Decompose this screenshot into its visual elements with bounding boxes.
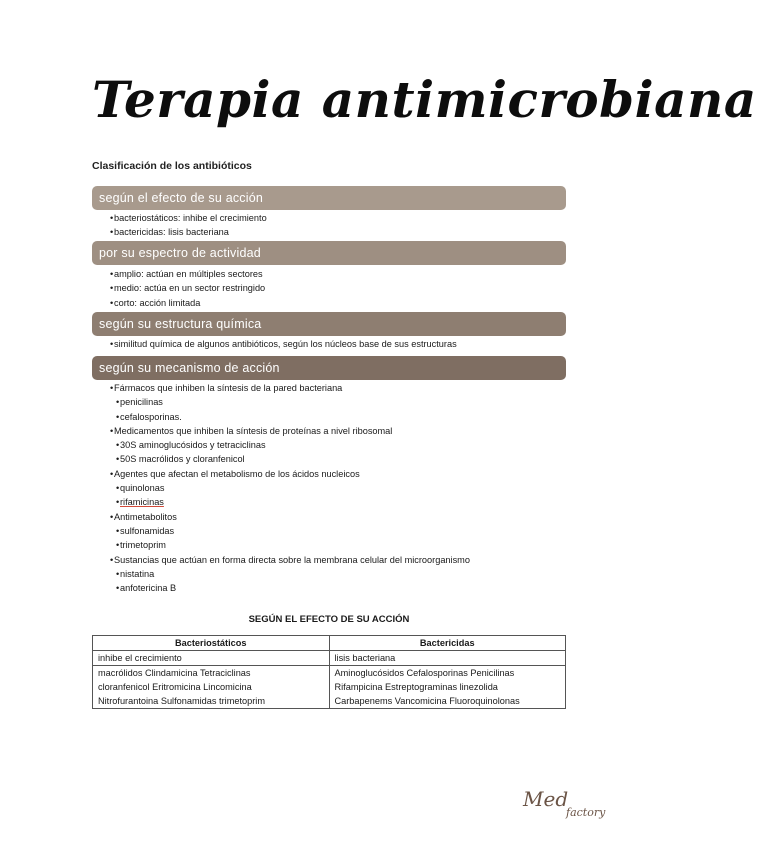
section-heading-spectrum: por su espectro de actividad [92, 241, 566, 265]
bullet-icon: • [116, 440, 120, 451]
table-title: SEGÚN EL EFECTO DE SU ACCIÓN [248, 614, 410, 625]
list-item-text: Fármacos que inhiben la síntesis de la pared bacteriana [114, 383, 343, 393]
list-item-text: Antimetabolitos [114, 511, 177, 522]
list-item-text: nistatina [120, 568, 155, 579]
list-item-text: cefalosporinas. [120, 411, 182, 422]
list-item [110, 524, 470, 538]
structure-list [110, 337, 457, 351]
list-item [110, 296, 265, 310]
table-row [93, 694, 566, 709]
bullet-icon: • [110, 213, 114, 223]
bullet-icon: • [110, 511, 114, 522]
table-cell: Aminoglucósidos Cefalosporinas Penicilinas [329, 666, 566, 681]
column-header: Bacteriostáticos [93, 636, 330, 651]
list-item-text: Medicamentos que inhiben la síntesis de proteínas a nivel ribosomal [114, 425, 393, 436]
bullet-icon: • [116, 497, 120, 508]
bullet-icon: • [116, 583, 120, 594]
table-cell: inhibe el crecimiento [93, 651, 330, 666]
list-item [110, 567, 470, 581]
table-cell: Nitrofurantoina Sulfonamidas trimetoprim [93, 694, 330, 709]
list-item [110, 452, 470, 466]
bullet-icon: • [110, 339, 114, 349]
list-item-text: medio: actúa en un sector restringido [114, 283, 266, 294]
table-row [93, 680, 566, 694]
section-heading-mechanism: según su mecanismo de acción [92, 356, 566, 380]
list-item-text: 30S aminoglucósidos y tetraciclinas [120, 440, 266, 451]
list-item [110, 481, 470, 495]
spectrum-list [110, 267, 265, 310]
list-item [110, 553, 470, 567]
list-item [110, 337, 457, 351]
list-item [110, 538, 470, 552]
list-item [110, 381, 470, 395]
list-item-text: trimetoprim [120, 540, 166, 551]
table-row [93, 651, 566, 666]
bullet-icon: • [110, 468, 114, 479]
bullet-icon: • [110, 425, 114, 436]
list-item-text: bacteriostáticos: inhibe el crecimiento [114, 213, 267, 223]
table-header-row [93, 636, 566, 651]
list-item [110, 395, 470, 409]
list-item [110, 438, 470, 452]
list-item-text: sulfonamidas [120, 525, 175, 536]
section-heading-effect: según el efecto de su acción [92, 186, 566, 210]
list-item-text: penicilinas [120, 397, 163, 408]
list-item-text: amplio: actúan en múltiples sectores [114, 269, 263, 279]
table-cell: macrólidos Clindamicina Tetraciclinas [93, 666, 330, 681]
bullet-icon: • [116, 540, 120, 551]
bullet-icon: • [116, 483, 120, 494]
effect-list [110, 211, 267, 240]
list-item [110, 424, 470, 438]
bullet-icon: • [110, 297, 114, 308]
list-item [110, 281, 265, 295]
page-title: Terapia antimicrobiana [92, 70, 757, 129]
list-item [110, 225, 267, 239]
effect-table [92, 635, 566, 709]
list-item [110, 467, 470, 481]
table-cell: Carbapenems Vancomicina Fluoroquinolonas [329, 694, 566, 709]
mechanism-list [110, 381, 470, 595]
list-item-text: rifamicinas [120, 497, 164, 508]
section-heading-structure: según su estructura química [92, 312, 566, 336]
medfactory-logo [522, 786, 612, 820]
section-subtitle: Clasificación de los antibióticos [92, 160, 252, 172]
bullet-icon: • [110, 554, 114, 565]
bullet-icon: • [110, 227, 114, 238]
bullet-icon: • [110, 283, 114, 294]
list-item-text: 50S macrólidos y cloranfenicol [120, 454, 245, 465]
logo-text-med: Med [523, 787, 569, 811]
list-item [110, 510, 470, 524]
list-item [110, 581, 470, 595]
table-cell: lisis bacteriana [329, 651, 566, 666]
bullet-icon: • [116, 411, 120, 422]
list-item-text: Sustancias que actúan en forma directa sobre la membrana celular del microorganismo [114, 554, 470, 565]
bullet-icon: • [116, 397, 120, 408]
bullet-icon: • [116, 568, 120, 579]
list-item [110, 410, 470, 424]
list-item-text: corto: acción limitada [114, 297, 201, 308]
column-header: Bactericidas [329, 636, 566, 651]
list-item [110, 211, 267, 225]
list-item-text: anfotericina B [120, 583, 177, 594]
logo-text-factory: factory [566, 806, 606, 819]
list-item-text: similitud química de algunos antibióticos, según los núcleos base de sus estructuras [114, 339, 457, 349]
list-item-text: bactericidas: lisis bacteriana [114, 227, 229, 238]
bullet-icon: • [116, 454, 120, 465]
list-item-text: Agentes que afectan el metabolismo de los ácidos nucleicos [114, 468, 360, 479]
bullet-icon: • [110, 269, 114, 279]
table-row [93, 666, 566, 681]
list-item [110, 495, 470, 509]
table-cell: cloranfenicol Eritromicina Lincomicina [93, 680, 330, 694]
list-item [110, 267, 265, 281]
list-item-text: quinolonas [120, 483, 165, 494]
table-cell: Rifampicina Estreptograminas linezolida [329, 680, 566, 694]
bullet-icon: • [110, 383, 114, 393]
bullet-icon: • [116, 525, 120, 536]
